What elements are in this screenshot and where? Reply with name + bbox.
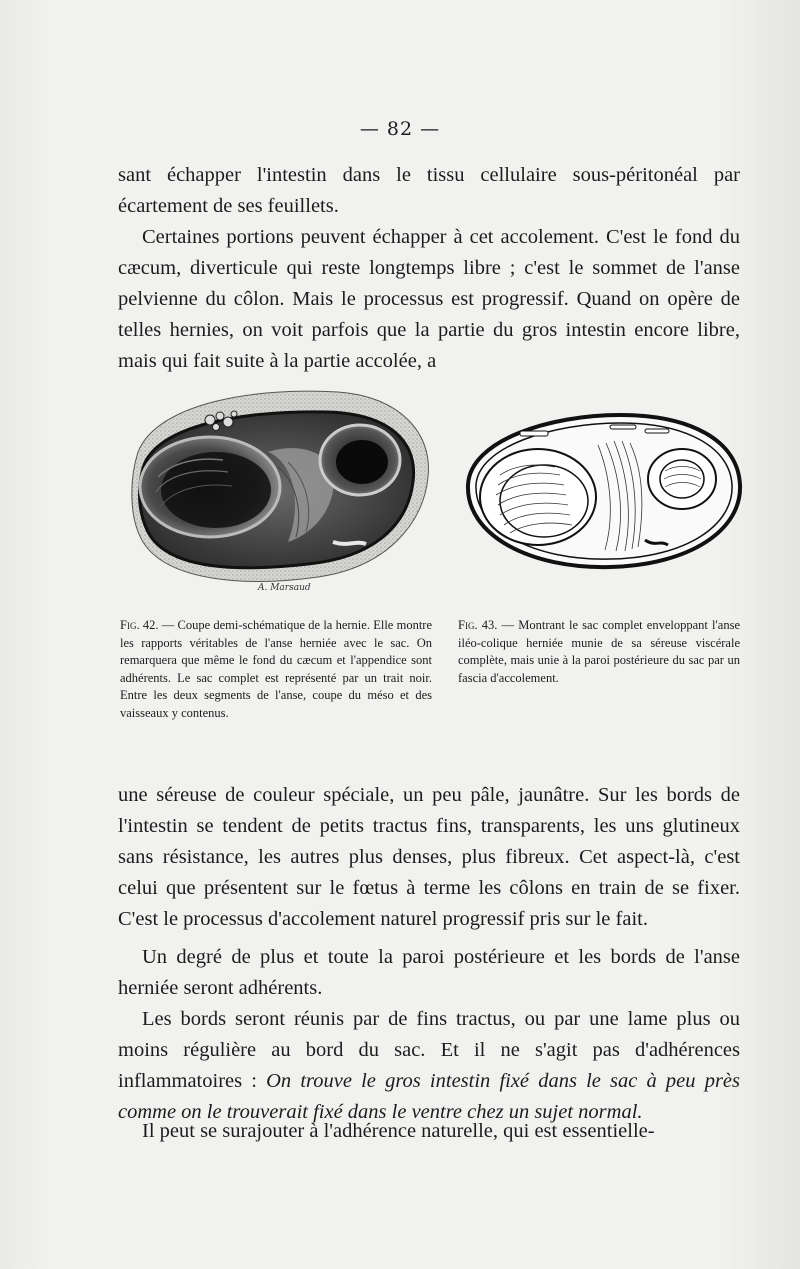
page-number: — 82 — <box>359 118 441 140</box>
paragraph-2: Certaines portions peuvent échapper à cet accolement. C'est le fond du cæcum, diverticule qui reste longtemps libre ; c'est le sommet de l'anse pelvienne du côlon. Mais le processus est progressif. Quand on opère de telles hernies, on voit parfois que la partie du gros intestin encore libre, mais qui fait suite à la partie accolée, a <box>118 226 740 372</box>
figure-43-label: Fig. 43. <box>458 618 498 632</box>
figure-43-caption-text: — Montrant le sac complet enveloppant l'anse iléo-colique herniée munie de sa séreuse viscérale complète, mais unie à la paroi postérieure du sac par un fascia d'accolement. <box>458 618 740 685</box>
figure-42-label: Fig. 42. <box>120 618 159 632</box>
paragraph-5-text: Les bords seront réunis par de fins tractus, ou par une lame plus ou moins régulière au bord du sac. Et il ne s'agit pas d'adhérences inflammatoires : <box>118 1008 740 1092</box>
paragraph-4: Un degré de plus et toute la paroi postérieure et les bords de l'anse herniée seront adhérents. <box>118 946 740 999</box>
figure-42-illustration <box>128 382 438 597</box>
paragraph-5 <box>118 1004 740 1128</box>
hernia-sac-diagram-icon <box>460 405 745 575</box>
paragraph-5-italic: On trouve le gros intestin fixé dans le sac à peu près comme on le trouverait fixé dans le ventre chez un sujet normal. <box>118 1070 741 1123</box>
paragraph-6: Il peut se surajouter à l'adhérence naturelle, qui est essentielle- <box>142 1120 655 1142</box>
hernia-section-drawing-icon <box>128 382 438 597</box>
paragraph-1: sant échapper l'intestin dans le tissu cellulaire sous-péritonéal par écartement de ses feuillets. <box>118 164 740 217</box>
figure-43-caption <box>458 617 740 687</box>
paragraph-3: une séreuse de couleur spéciale, un peu pâle, jaunâtre. Sur les bords de l'intestin se tendent de petits tractus fins, transparents, les uns glutineux sans résistance, les autres plus denses, plus fibreux. Cet aspect-là, c'est celui que présentent sur le fœtus à terme les côlons en train de se fixer. C'est le processus d'accolement naturel progressif pris sur le fait. <box>118 784 740 930</box>
illustrator-signature: A. Marsaud <box>258 583 311 593</box>
figure-42-caption <box>120 617 432 722</box>
figure-42-caption-text: — Coupe demi-schématique de la hernie. Elle montre les rapports véritables de l'anse herniée avec le sac. On remarquera que même le fond du cæcum et l'appendice sont adhérents. Le sac complet est représenté par un trait noir. Entre les deux segments de l'anse, coupe du méso et des vaisseaux y contenus. <box>120 618 433 720</box>
figure-43-illustration <box>460 405 745 575</box>
